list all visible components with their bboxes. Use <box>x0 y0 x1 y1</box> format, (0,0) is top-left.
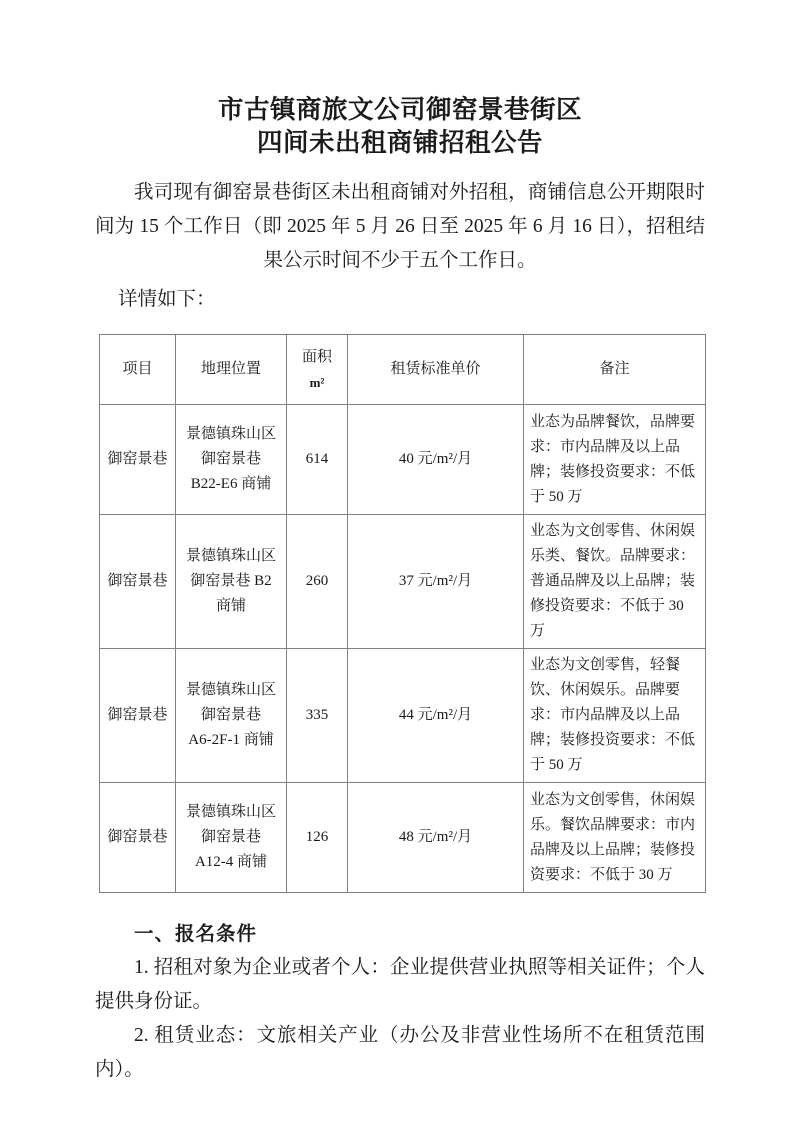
intro-text: 我司现有御窑景巷街区未出租商铺对外招租，商铺信息公开期限时间为 15 个工作日（即 2025 年 5 月 26 日至 2025 年 6 月 16 日），招租结果公示时间不少于五个工作日。 <box>95 182 705 271</box>
shops-table-container <box>0 315 800 893</box>
location-line: 御窑景巷 <box>200 451 261 467</box>
location-line: 御窑景巷 <box>200 707 261 723</box>
location-line: 御窑景巷 <box>200 829 261 845</box>
header-area-unit: m² <box>309 374 325 390</box>
table-row <box>100 649 706 783</box>
table-row <box>100 405 706 515</box>
cell-location <box>176 405 287 515</box>
header-area <box>287 335 348 405</box>
location-line: 景德镇珠山区 <box>185 682 276 698</box>
table-head <box>100 335 706 405</box>
cell-area: 126 <box>287 783 348 893</box>
conditions-heading: 一、报名条件 <box>134 924 258 945</box>
cell-remark: 业态为文创零售，轻餐饮、休闲娱乐。品牌要求：市内品牌及以上品牌；装修投资要求：不低于 50 万 <box>524 649 706 783</box>
cell-area: 335 <box>287 649 348 783</box>
cell-item: 御窑景巷 <box>100 783 176 893</box>
header-area-label: 面积 <box>301 348 332 365</box>
cell-price: 37 元/m²/月 <box>348 515 524 649</box>
header-item: 项目 <box>100 335 176 405</box>
table-row <box>100 783 706 893</box>
detail-lead: 详情如下： <box>118 289 216 310</box>
location-line: 景德镇珠山区 <box>185 426 276 442</box>
cell-location <box>176 515 287 649</box>
location-line: 景德镇珠山区 <box>185 804 276 820</box>
location-line: A12-4 商铺 <box>194 854 268 870</box>
location-line: 商铺 <box>215 598 246 614</box>
header-remark: 备注 <box>524 335 706 405</box>
cell-price: 44 元/m²/月 <box>348 649 524 783</box>
cell-price: 40 元/m²/月 <box>348 405 524 515</box>
conditions-section <box>0 893 800 1087</box>
cell-location <box>176 783 287 893</box>
cell-item: 御窑景巷 <box>100 515 176 649</box>
cell-area: 614 <box>287 405 348 515</box>
cell-price: 48 元/m²/月 <box>348 783 524 893</box>
table-header-row <box>100 335 706 405</box>
location-line: 御窑景巷 B2 <box>190 573 272 589</box>
condition-item-2: 2. 租赁业态：文旅相关产业（办公及非营业性场所不在租赁范围内）。 <box>95 1025 705 1080</box>
table-row <box>100 515 706 649</box>
cell-item: 御窑景巷 <box>100 405 176 515</box>
location-line: A6-2F-1 商铺 <box>188 732 274 748</box>
header-price: 租赁标准单价 <box>348 335 524 405</box>
header-location: 地理位置 <box>176 335 287 405</box>
location-line: B22-E6 商铺 <box>190 476 272 492</box>
page-title <box>0 0 800 159</box>
cell-location <box>176 649 287 783</box>
cell-remark: 业态为品牌餐饮，品牌要求：市内品牌及以上品牌；装修投资要求：不低于 50 万 <box>524 405 706 515</box>
cell-area: 260 <box>287 515 348 649</box>
condition-item-1: 1. 招租对象为企业或者个人：企业提供营业执照等相关证件；个人提供身份证。 <box>95 957 705 1012</box>
cell-remark: 业态为文创零售、休闲娱乐类、餐饮。品牌要求：普通品牌及以上品牌；装修投资要求：不低于 30 万 <box>524 515 706 649</box>
table-body <box>100 405 706 893</box>
title-line-2: 四间未出租商铺招租公告 <box>256 128 543 157</box>
location-line: 景德镇珠山区 <box>185 548 276 564</box>
intro-paragraph <box>0 159 800 278</box>
title-line-1: 市古镇商旅文公司御窑景巷街区 <box>217 95 582 124</box>
cell-remark: 业态为文创零售，休闲娱乐。餐饮品牌要求：市内品牌及以上品牌；装修投资要求：不低于 30 万 <box>524 783 706 893</box>
cell-item: 御窑景巷 <box>100 649 176 783</box>
shops-table <box>99 334 706 893</box>
